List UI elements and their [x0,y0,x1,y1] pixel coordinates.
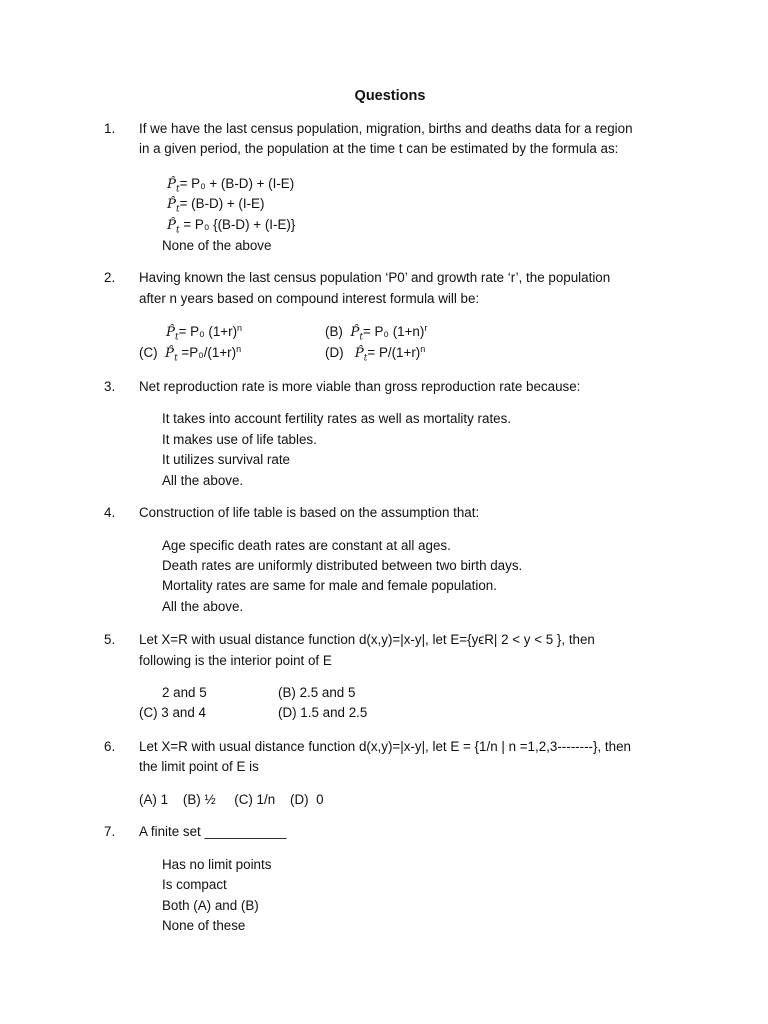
p-hat-t-symbol: $P̂_t$ [167,177,180,195]
option-a: Has no limit points [162,857,272,872]
option-a: 2 and 5 [162,685,207,700]
option-d: None of the above [162,238,272,253]
option-b: (B) $P̂_t= P_0$ $(1+n)^r$ [325,323,428,343]
option-d: None of these [162,918,246,933]
option-b: (B) 2.5 and 5 [278,685,356,700]
option-a: It takes into account fertility rates as well as mortality rates. [162,411,512,426]
question-text-line: in a given period, the population at the time t can be estimated by the formula as: [139,141,619,156]
option-a: $P̂_t= P_0$ $(1+r)^n$ [166,323,243,343]
question-number: 4. [104,505,116,520]
option-a: $P̂_t= P_0 + (B-D) + (I-E)$ [167,176,295,195]
p-hat-t-symbol: $P̂_t$ [167,218,180,236]
option-d: (D) $P̂_t= P/(1+r)^n$ [325,344,426,364]
question-text-line: Let X=R with usual distance function d(x,y)=|x-y|, let E = {1/n | n =1,2,3--------}, then [139,739,631,754]
options-row: (A) 1 (B) ½ (C) 1/n (D) 0 [139,792,324,807]
option-c: (C) 3 and 4 [139,705,206,720]
question-text-line: following is the interior point of E [139,653,332,668]
option-d: All the above. [162,473,244,488]
option-c: (C) $P̂_t =P_0/(1+r)^n$ [139,344,242,364]
page-title: Questions [354,88,426,104]
p-hat-t-symbol: $P̂_t$ [165,346,178,364]
question-text-line: Let X=R with usual distance function d(x,y)=|x-y|, let E={yϵR| 2 < y < 5 }, then [139,632,595,647]
option-b: Death rates are uniformly distributed between two birth days. [162,558,523,573]
option-a: Age specific death rates are constant at all ages. [162,538,451,553]
question-text-line: the limit point of E is [139,759,259,774]
question-number: 7. [104,824,116,839]
option-c: $P̂_t = P_0$ {(B-D) + (I-E)} [167,217,296,236]
question-text-line: A finite set ___________ [139,824,287,839]
option-d: All the above. [162,599,244,614]
p-hat-t-symbol: $P̂_t$ [167,197,180,215]
question-text-line: Having known the last census population ‘P0’ and growth rate ‘r’, the population [139,270,611,285]
p-hat-t-symbol: $P̂_t$ [166,325,179,343]
question-text-line: Net reproduction rate is more viable than gross reproduction rate because: [139,379,581,394]
question-text-line: If we have the last census population, migration, births and deaths data for a region [139,121,633,136]
question-number: 1. [104,121,116,136]
question-text-line: after n years based on compound interest formula will be: [139,291,480,306]
question-number: 3. [104,379,116,394]
option-c: Both (A) and (B) [162,898,259,913]
p-hat-t-symbol: $P̂_t$ [350,325,363,343]
option-c: It utilizes survival rate [162,452,290,467]
option-b: Is compact [162,877,227,892]
option-b: It makes use of life tables. [162,432,317,447]
option-d: (D) 1.5 and 2.5 [278,705,368,720]
question-number: 5. [104,632,116,647]
question-number: 6. [104,739,116,754]
option-c: Mortality rates are same for male and female population. [162,578,497,593]
option-b: $P̂_t= (B-D) + (I-E)$ [167,196,265,215]
question-number: 2. [104,270,116,285]
question-text-line: Construction of life table is based on the assumption that: [139,505,480,520]
p-hat-t-symbol: $P̂_t$ [354,346,368,364]
